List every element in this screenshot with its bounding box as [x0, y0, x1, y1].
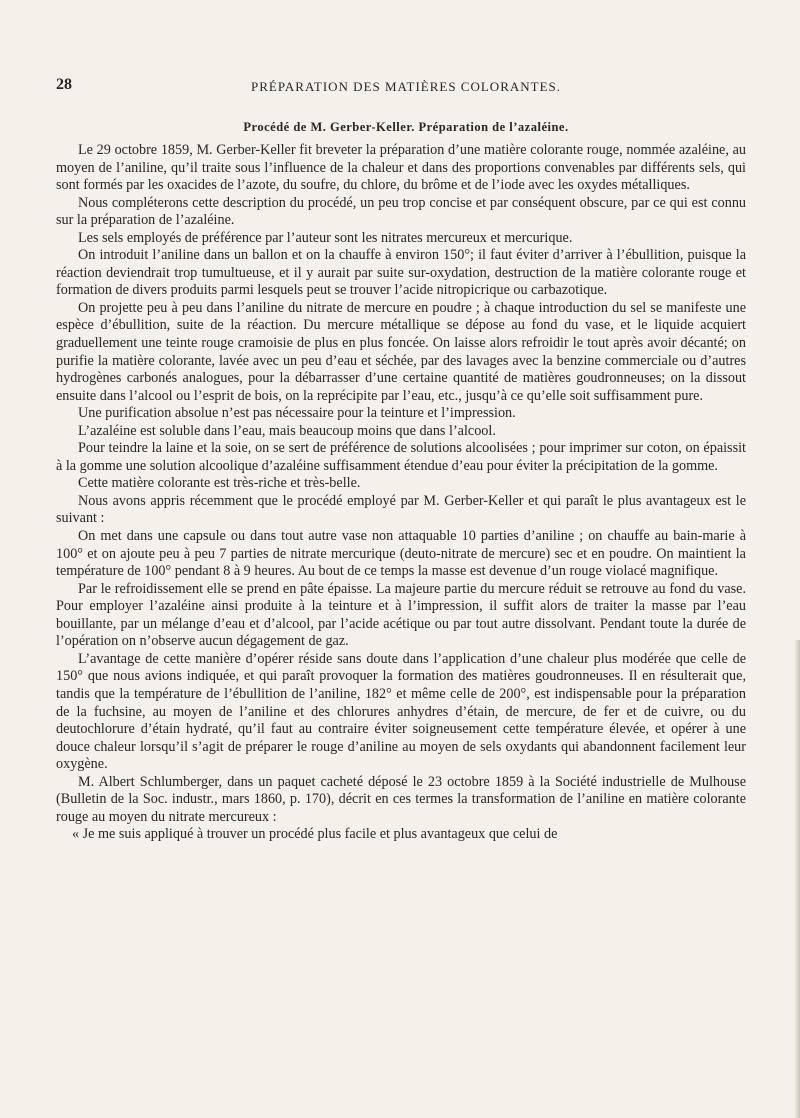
body-text	[56, 142, 746, 844]
paragraph: Nous avons appris récemment que le procédé employé par M. Gerber-Keller et qui paraît le plus avantageux est le suivant :	[56, 492, 746, 527]
paragraph: Par le refroidissement elle se prend en pâte épaisse. La majeure partie du mercure réduit se retrouve au fond du vase. Pour employer l’azaléine ainsi produite à la teinture et à l’impression, il suffit alors de traiter la masse par l’eau bouillante, par un mélange d’eau et d’alcool, par l’acide acétique ou par tout autre dissolvant. Pendant toute la durée de l’opération on n’observe aucun dégagement de gaz.	[56, 580, 746, 650]
paragraph: Le 29 octobre 1859, M. Gerber-Keller fit breveter la préparation d’une matière colorante rouge, nommée azaléine, au moyen de l’aniline, qu’il traite sous l’influence de la chaleur et dans des proportions convenables par différents sels, qui sont formés par les oxacides de l’azote, du soufre, du chlore, du brôme et de l’iode avec les oxydes métalliques.	[56, 142, 746, 194]
paragraph: On projette peu à peu dans l’aniline du nitrate de mercure en poudre ; à chaque introduction du sel se manifeste une espèce d’ébullition, suite de la réaction. Du mercure métallique se dépose au fond du vase, et le liquide acquiert graduellement une teinte rouge cramoisie de plus en plus foncée. On laisse alors refroidir le tout après avoir décanté; on purifie la matière colorante, lavée avec un peu d’eau et séchée, par des lavages avec la benzine commerciale ou d’autres hydrogènes carbonés analogues, pour la débarrasser d’une certaine quantité de matières goudronneuses; on la dissout ensuite dans l’alcool ou l’esprit de bois, on la reprécipite par l’eau, etc., jusqu’à ce qu’elle soit suffisamment pure.	[56, 299, 746, 404]
section-title: Procédé de M. Gerber-Keller. Préparation de l’azaléine.	[243, 120, 569, 134]
paragraph: On introduit l’aniline dans un ballon et on la chauffe à environ 150°; il faut éviter d’arriver à l’ébullition, puisque la réaction deviendrait trop tumultueuse, et il y aurait par suite sur-oxydation, destruction de la matière colorante rouge et formation de divers produits parmi lesquels peut se trouver l’acide nitropicrique ou carbazotique.	[56, 247, 746, 299]
paragraph: L’azaléine est soluble dans l’eau, mais beaucoup moins que dans l’alcool.	[78, 422, 496, 439]
page-number: 28	[56, 76, 72, 93]
paragraph: M. Albert Schlumberger, dans un paquet cacheté déposé le 23 octobre 1859 à la Société industrielle de Mulhouse (Bulletin de la Soc. industr., mars 1860, p. 170), décrit en ces termes la transformation de l’aniline en matière colorante rouge au moyen du nitrate mercureux :	[56, 773, 746, 825]
paragraph: Cette matière colorante est très-riche et très-belle.	[78, 475, 361, 492]
paragraph: Les sels employés de préférence par l’auteur sont les nitrates mercureux et mercurique.	[78, 229, 573, 246]
paragraph: Pour teindre la laine et la soie, on se sert de préférence de solutions alcoolisées ; pour imprimer sur coton, on épaissit à la gomme une solution alcoolique d’azaléine suffisamment étendue d’eau pour éviter la précipitation de la gomme.	[56, 440, 746, 474]
quotation: « Je me suis appliqué à trouver un procédé plus facile et plus avantageux que celui de	[72, 826, 558, 843]
paragraph: Nous compléterons cette description du procédé, un peu trop concise et par conséquent obscure, par ce qui est connu sur la préparation de l’azaléine.	[56, 194, 746, 229]
paragraph: L’avantage de cette manière d’opérer réside sans doute dans l’application d’une chaleur plus modérée que celle de 150° que nous avions indiquée, et qui paraît provoquer la formation des matières goudronneuses. Il en résulterait que, tandis que la température de l’ébullition de l’aniline, 182° et même celle de 200°, est indispensable pour la préparation de la fuchsine, au moyen de l’aniline et des chlorures anhydres d’étain, de mercure, de fer et de cuivre, ou du deutochlorure d’étain hydraté, qu’il faut au contraire éviter soigneusement cette température élevée, et opérer à une douce chaleur lorsqu’il s’agit de préparer le rouge d’aniline au moyen de sels oxydants qui abandonnent facilement leur oxygène.	[56, 650, 746, 773]
running-head: PRÉPARATION DES MATIÈRES COLORANTES.	[251, 79, 561, 94]
paragraph: Une purification absolue n’est pas nécessaire pour la teinture et l’impression.	[78, 405, 516, 422]
page-edge-shadow	[794, 640, 800, 1118]
paragraph: On met dans une capsule ou dans tout autre vase non attaquable 10 parties d’aniline ; on chauffe au bain-marie à 100° et on ajoute peu à peu 7 parties de nitrate mercurique (deuto-nitrate de mercure) sec et en poudre. On maintient la température de 100° pendant 8 à 9 heures. Au bout de ce temps la masse est devenue d’un rouge violacé magnifique.	[56, 528, 746, 580]
page-header	[56, 76, 756, 102]
